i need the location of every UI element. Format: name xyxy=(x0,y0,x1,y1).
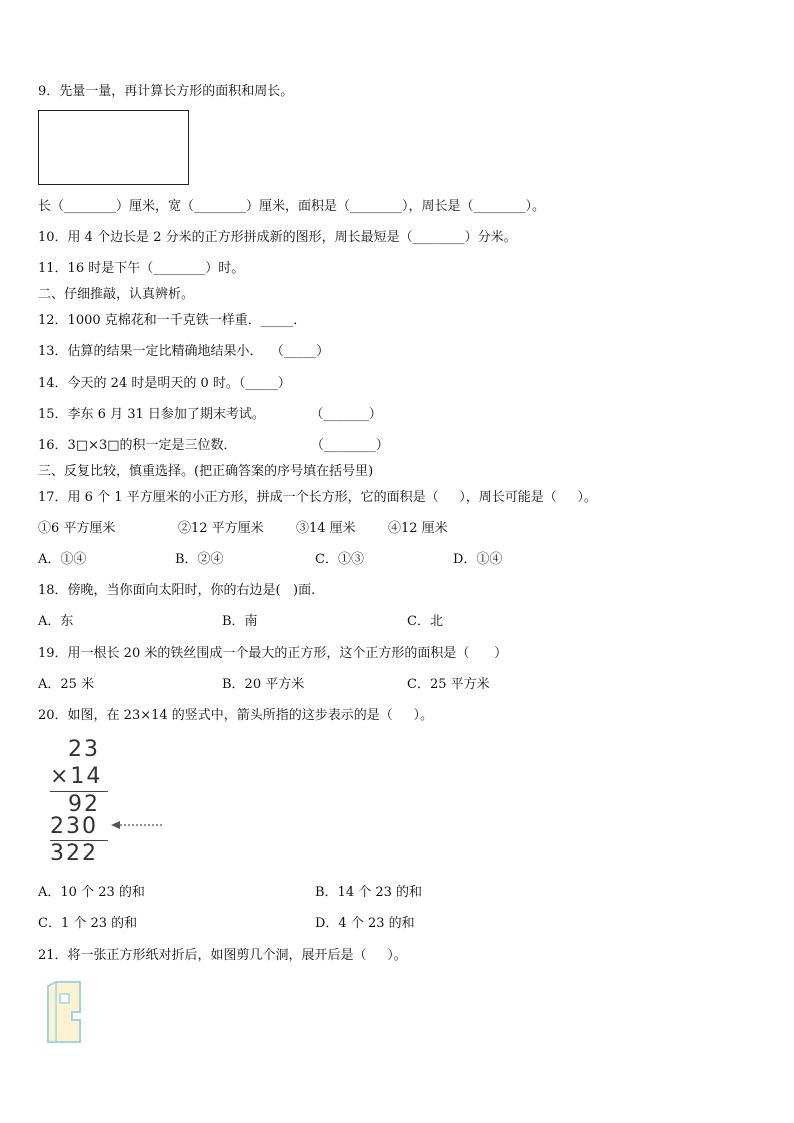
q20-option-d: D．4 个 23 的和 xyxy=(315,916,415,931)
q19-option-c: C．25 平方米 xyxy=(407,677,490,692)
q19-option-b: B．20 平方米 xyxy=(222,677,305,692)
calc-multiplier: ×14 xyxy=(50,764,103,789)
q20-option-c: C．1 个 23 的和 xyxy=(38,916,138,931)
question-11: 11．16 时是下午（________）时。 xyxy=(38,261,245,276)
question-20: 20．如图，在 23×14 的竖式中，箭头所指的这步表示的是（ ）。 xyxy=(38,708,433,723)
q17-option-d: D．①④ xyxy=(453,552,503,567)
q17-item-4: ④12 厘米 xyxy=(388,521,448,536)
q18-option-b: B．南 xyxy=(222,614,258,629)
rectangle-figure xyxy=(38,110,189,185)
question-14: 14．今天的 24 时是明天的 0 时。（_____） xyxy=(38,376,291,391)
calc-product: 322 xyxy=(50,841,98,866)
calc-multiplicand: 23 xyxy=(68,737,100,762)
section-3-heading: 三、反复比较，慎重选择。(把正确答案的序号填在括号里) xyxy=(38,464,374,479)
section-2-heading: 二、仔细推敲，认真辨析。 xyxy=(38,287,195,302)
question-16: 16．3□×3□的积一定是三位数． （________） xyxy=(38,438,389,453)
calc-partial-2: 230 xyxy=(50,814,98,839)
q19-option-a: A．25 米 xyxy=(38,677,95,692)
q17-option-a: A．①④ xyxy=(38,552,87,567)
question-9-blanks: 长（________）厘米，宽（________）厘米，面积是（________），周长是（________）。 xyxy=(38,199,546,214)
question-18: 18．傍晚，当你面向太阳时，你的右边是( )面. xyxy=(38,583,316,598)
folded-paper-icon xyxy=(46,980,82,1044)
question-13: 13．估算的结果一定比精确地结果小． （_____） xyxy=(38,344,330,359)
question-10: 10．用 4 个边长是 2 分米的正方形拼成新的图形，周长最短是（________）分米。 xyxy=(38,230,517,245)
q18-option-a: A．东 xyxy=(38,614,74,629)
q20-option-b: B．14 个 23 的和 xyxy=(315,885,423,900)
q17-item-1: ①6 平方厘米 xyxy=(38,521,116,536)
q17-option-c: C．①③ xyxy=(315,552,364,567)
q18-option-c: C．北 xyxy=(407,614,443,629)
calc-partial-1: 92 xyxy=(68,792,100,817)
question-15: 15．李东 6 月 31 日参加了期末考试。 （_______） xyxy=(38,407,382,422)
vertical-multiplication-figure xyxy=(46,738,176,866)
q20-option-a: A．10 个 23 的和 xyxy=(38,885,145,900)
question-9: 9．先量一量，再计算长方形的面积和周长。 xyxy=(38,84,294,99)
question-12: 12．1000 克棉花和一千克铁一样重．_____． xyxy=(38,313,307,328)
q17-item-2: ②12 平方厘米 xyxy=(178,521,264,536)
q17-item-3: ③14 厘米 xyxy=(296,521,356,536)
q17-option-b: B．②④ xyxy=(175,552,224,567)
arrow-icon xyxy=(110,818,166,832)
question-19: 19．用一根长 20 米的铁丝围成一个最大的正方形，这个正方形的面积是（ ） xyxy=(38,646,508,661)
question-21: 21．将一张正方形纸对折后，如图剪几个洞，展开后是（ ）。 xyxy=(38,948,407,963)
question-17: 17．用 6 个 1 平方厘米的小正方形，拼成一个长方形，它的面积是（ ），周长可能是（ ）。 xyxy=(38,490,597,505)
